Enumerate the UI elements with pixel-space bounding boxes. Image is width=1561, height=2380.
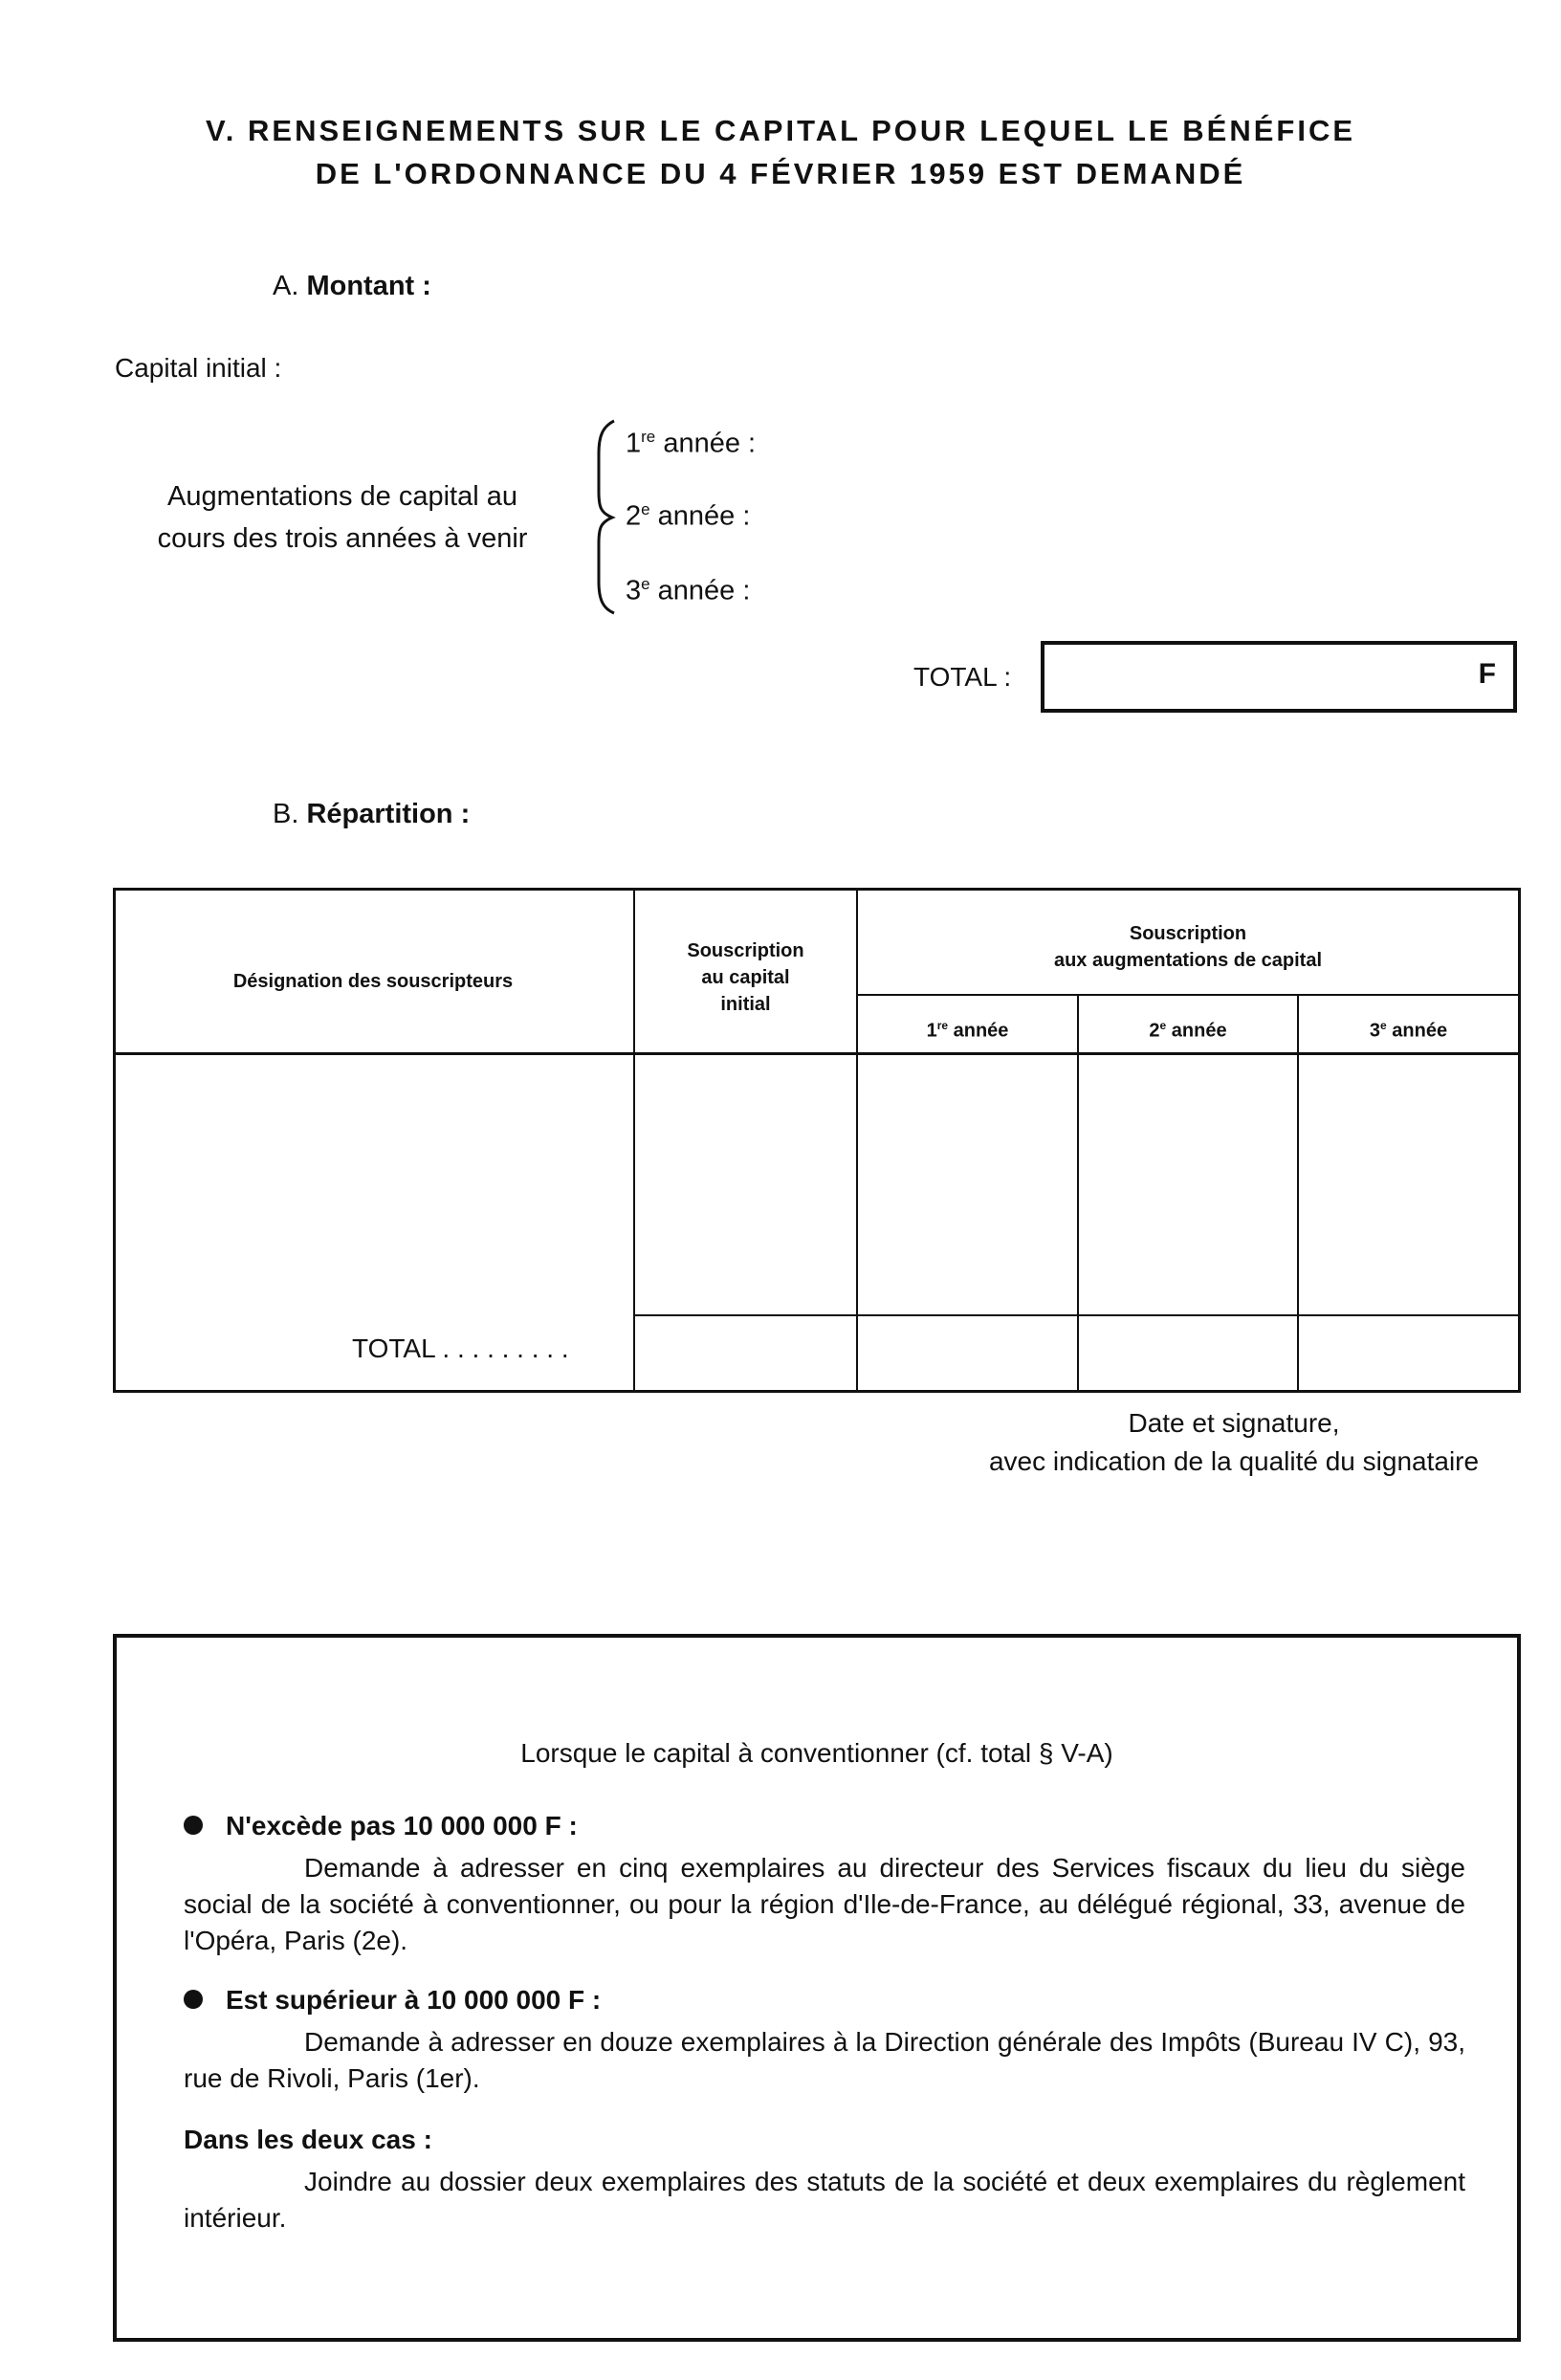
year-3-cell[interactable] <box>1299 1055 1518 1314</box>
signature-line-1: Date et signature, <box>1128 1408 1340 1438</box>
total-year-2-cell[interactable] <box>1079 1316 1297 1390</box>
curly-brace-icon <box>589 419 627 615</box>
total-unit: F <box>1478 658 1496 690</box>
both-cases-text: Joindre au dossier deux exemplaires des statuts de la société et deux exemplaires du règlement intérieur. <box>184 2167 1465 2233</box>
year-2-cell[interactable] <box>1079 1055 1297 1314</box>
both-cases-title: Dans les deux cas : <box>184 2125 432 2154</box>
col-year-2-header: 2e année <box>1149 1019 1227 1042</box>
total-initial-cell[interactable] <box>635 1316 856 1390</box>
year-3-label: 3e année : <box>626 575 751 606</box>
case-1-text: Demande à adresser en cinq exemplaires au directeur des Services fiscaux du lieu du siège social de la société à conventionner, ou pour la région d'Ile-de-France, au délégué régional, 33, avenue de l'Opéra, Paris (2e). <box>184 1853 1465 1955</box>
year-1-cell[interactable] <box>858 1055 1077 1314</box>
signature-line-2: avec indication de la qualité du signataire <box>988 1446 1480 1476</box>
total-year-1-cell[interactable] <box>858 1316 1077 1390</box>
signature-block <box>861 1404 1561 1481</box>
heading-line-2: DE L'ORDONNANCE DU 4 FÉVRIER 1959 EST DEMANDÉ <box>315 157 1246 190</box>
section-a-letter: A. <box>273 271 299 301</box>
total-year-3-cell[interactable] <box>1299 1316 1518 1390</box>
table-total-label: TOTAL . . . . . . . . . <box>352 1333 569 1363</box>
augmentations-line-2: cours des trois années à venir <box>157 523 528 554</box>
year-1-label: 1re année : <box>626 428 757 459</box>
capital-initial-label: Capital initial : <box>115 353 282 383</box>
case-2-text: Demande à adresser en douze exemplaires à la Direction générale des Impôts (Bureau IV C), 93, rue de Rivoli, Paris (1er). <box>184 2027 1465 2093</box>
section-a-label: Montant : <box>306 271 431 301</box>
col-initial-header: Souscription au capital initial <box>687 940 804 1015</box>
heading-line-1: V. RENSEIGNEMENTS SUR LE CAPITAL POUR LEQUEL LE BÉNÉFICE <box>205 114 1356 147</box>
col-year-3-header: 3e année <box>1369 1019 1448 1042</box>
augmentations-line-1: Augmentations de capital au <box>167 481 517 512</box>
notice-box <box>113 1634 1521 2342</box>
col-augmentations-header: Souscription aux augmentations de capital <box>1053 923 1323 971</box>
section-b-letter: B. <box>273 799 299 829</box>
initial-cell[interactable] <box>635 1055 856 1314</box>
section-b-title <box>273 799 470 830</box>
total-amount-box[interactable] <box>1041 641 1517 713</box>
section-b-label: Répartition : <box>306 799 471 829</box>
year-2-label: 2e année : <box>626 500 751 532</box>
repartition-table <box>113 888 1521 1393</box>
section-a-title <box>273 271 431 302</box>
designation-cell[interactable] <box>116 1055 633 1314</box>
col-year-1-header: 1re année <box>926 1019 1009 1042</box>
augmentations-label <box>103 475 582 560</box>
case-1-title: N'excède pas 10 000 000 F : <box>184 1808 578 1844</box>
bullet-icon <box>184 1990 203 2009</box>
total-label: TOTAL : <box>913 662 1012 692</box>
notice-intro: Lorsque le capital à conventionner (cf. total § V-A) <box>520 1738 1113 1768</box>
bullet-icon <box>184 1816 203 1835</box>
case-2-title: Est supérieur à 10 000 000 F : <box>184 1982 601 2018</box>
col-designation-header: Désignation des souscripteurs <box>232 971 514 992</box>
